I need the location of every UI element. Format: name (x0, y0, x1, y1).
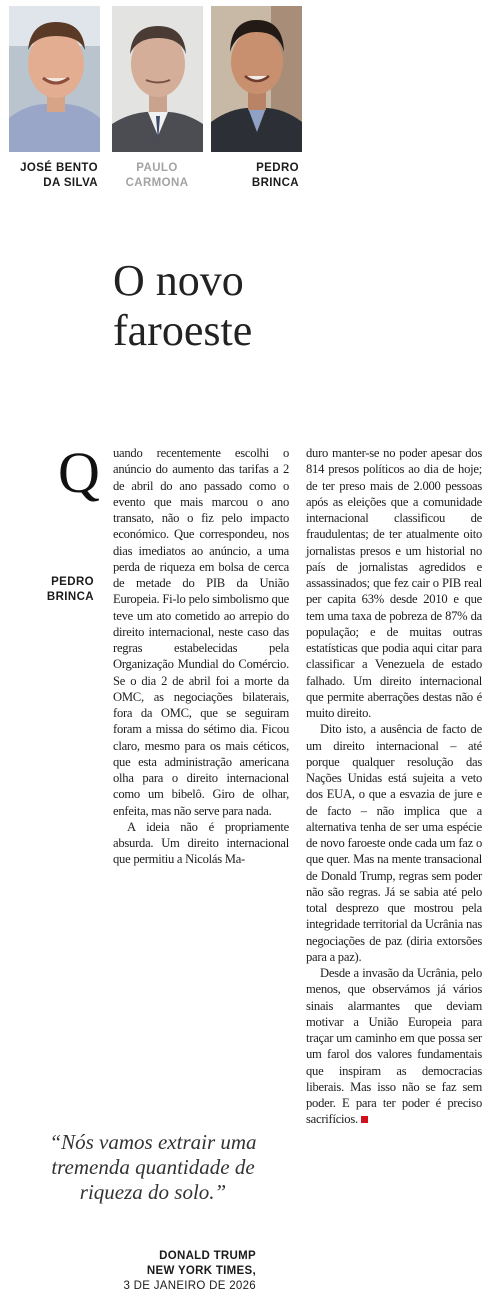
columnist-name-2-last: CARMONA (125, 177, 189, 189)
end-mark-icon (361, 1116, 368, 1123)
article-paragraph-3: duro manter-se no poder apesar dos 814 presos políticos ao dia de hoje; de ter preso mais de 2.000 pessoas após as eleições que a comunidade internacional classificou de fraudulentas; de ter atualmente oito jornalistas presos e um historial no país de jornalistas agredidos e assassinados; que fez cair o PIB real per capita 63% desde 2010 e que tem uma taxa de pobreza de 87% da população; e de muitas outras estatísticas que podia aqui citar para classificar a Venezuela de estado falhado. Um direito internacional que permite aberrações destas não é muito direito. (306, 446, 482, 720)
article-column-2 (306, 445, 482, 1128)
columnist-name-3-last: BRINCA (251, 177, 299, 189)
article-paragraph-5-text: Desde a invasão da Ucrânia, pelo menos, que observámos já vários sinais alarmantes que deviam motivar a União Europeia para traçar um caminho em que possa ser um farol dos valores fundamentais que inspiram as democracias liberais. Mas isso não se faz sem poder. E para ter poder é preciso sacrifícios. (306, 966, 482, 1127)
columnist-name-3-first: PEDRO (256, 162, 299, 174)
pull-quote-line-1: “Nós vamos extrair uma (49, 1130, 257, 1154)
article-paragraph-2: A ideia não é propriamente absurda. Um direito internacional que permitiu a Nicolás Ma- (113, 819, 289, 867)
columnist-name-1-last: DA SILVA (43, 177, 98, 189)
drop-cap: Q (58, 440, 100, 505)
attribution-source: NEW YORK TIMES, (146, 1265, 256, 1277)
byline-first: PEDRO (51, 576, 94, 588)
columnist-name-3 (207, 161, 299, 191)
article-paragraph-4: Dito isto, a ausência de facto de um direito internacional – até porque qualquer resolução das Nações Unidas está sujeita a veto dos EUA, o que a esvazia de jure e de facto – não implica que a alternativa tenha de ser uma espécie de novo faroeste onde cada um faz o que quer. Mas na mente transacional de Donald Trump, regras sem poder não são regras. Já se sabia até pelo total desprezo que mostrou pela integridade territorial da Ucrânia nas negociações de paz (diria extorsões para a paz). (306, 722, 482, 964)
headline-line-1: O novo (113, 256, 244, 305)
quote-attribution (100, 1249, 256, 1294)
article-paragraph-5 (306, 965, 482, 1128)
byline-last: BRINCA (46, 591, 94, 603)
pull-quote (22, 1130, 284, 1205)
pull-quote-line-2: tremenda quantidade de (51, 1155, 255, 1179)
columnist-photo-paulo-carmona (112, 6, 203, 152)
columnist-name-1-first: JOSÉ BENTO (20, 162, 98, 174)
columnist-name-2 (110, 161, 204, 191)
article-byline (10, 575, 94, 605)
article-headline (113, 256, 363, 356)
attribution-name: DONALD TRUMP (159, 1250, 256, 1262)
pull-quote-line-3: riqueza do solo.” (79, 1180, 227, 1204)
columnist-name-2-first: PAULO (136, 162, 178, 174)
headline-line-2: faroeste (113, 306, 253, 355)
columnist-photo-jose-bento-da-silva (9, 6, 100, 152)
columnist-photo-pedro-brinca (211, 6, 302, 152)
article-paragraph-1-text: uando recentemente escolhi o anúncio do aumento das tarifas a 2 de abril do ano passado como o evento que mais marcou o ano transato, não o fiz pelo impacto económico. Que correspondeu, nos dias imediatos ao anúncio, a uma perda de riqueza em bolsa de cerca de metade do PIB da União Europeia. Fi-lo pelo simbolismo que teve um ato cometido ao arrepio do direito internacional, neste caso das regras estabelecidas pela Organização Mundial do Comércio. Se o dia 2 de abril foi a morte da OMC, as negociações bilaterais, fora da OMC, que se seguiram foram a missa do sétimo dia. Ficou claro, mesmo para os mais céticos, que esta administração americana olha para o direito internacional como um bibelô. Giro de olhar, enfeita, mas não serve para nada. (113, 446, 289, 818)
columnist-name-1 (6, 161, 98, 191)
attribution-date: 3 DE JANEIRO DE 2026 (123, 1280, 256, 1292)
